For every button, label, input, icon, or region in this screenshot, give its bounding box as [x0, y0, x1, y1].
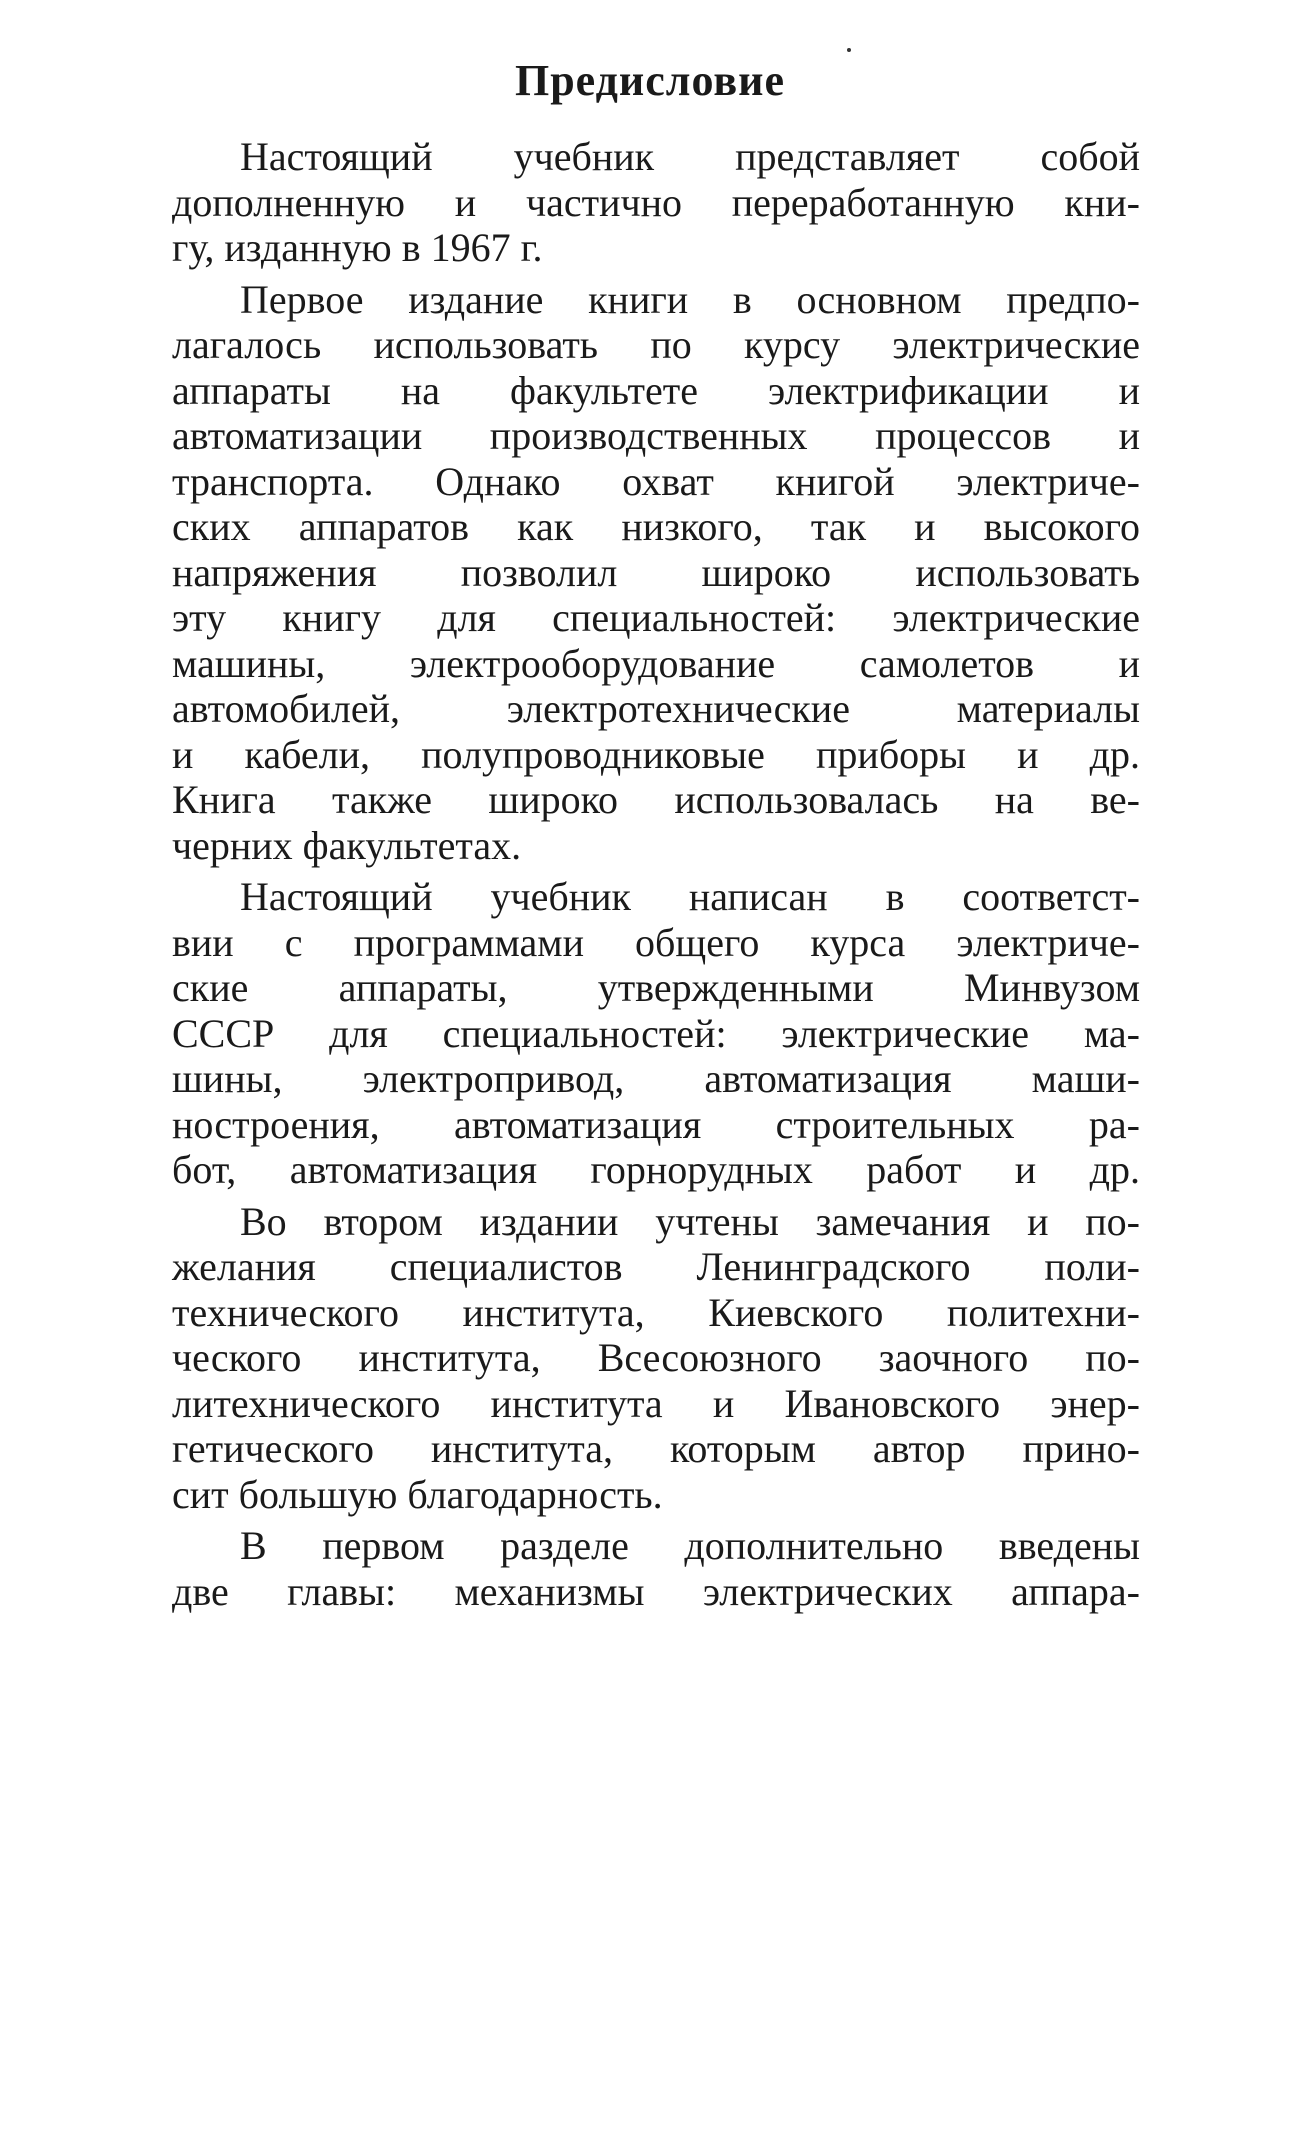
text-line: Настоящий учебник представляет собой	[240, 134, 1140, 179]
paragraph-5	[172, 1523, 1140, 1614]
page-title: Предисловие	[514, 56, 785, 106]
text-line: дополненную и частично переработанную кни-	[172, 179, 1140, 225]
text-line: Книга также широко использовалась на ве-	[172, 777, 1140, 822]
text-line: Во втором издании учтены замечания и по-	[240, 1198, 1140, 1244]
text-line: гетического института, которым автор прино-	[172, 1426, 1140, 1471]
text-line: технического института, Киевского политехни-	[172, 1289, 1140, 1335]
text-line: ческого института, Всесоюзного заочного по-	[172, 1335, 1140, 1380]
preface-body	[172, 134, 1140, 1614]
text-line: автомобилей, электротехнические материалы	[172, 686, 1140, 731]
paragraph-2	[172, 277, 1140, 869]
text-line: ские аппараты, утвержденными Минвузом	[172, 965, 1140, 1010]
text-line: желания специалистов Ленинградского поли-	[172, 1244, 1140, 1289]
text-line: В первом разделе дополнительно введены	[240, 1523, 1140, 1568]
text-line: ностроения, автоматизация строительных ра-	[172, 1101, 1140, 1147]
text-line: бот, автоматизация горнорудных работ и др.	[172, 1147, 1140, 1192]
text-line: транспорта. Однако охват книгой электриче-	[172, 458, 1140, 504]
text-line: шины, электропривод, автоматизация маши-	[172, 1056, 1140, 1101]
text-line: сит большую благодарность.	[172, 1471, 663, 1517]
text-line: и кабели, полупроводниковые приборы и др.	[172, 731, 1140, 777]
text-line: аппараты на факультете электрификации и	[172, 367, 1140, 413]
text-line: две главы: механизмы электрических аппара-	[172, 1568, 1140, 1614]
text-line: литехнического института и Ивановского энер-	[172, 1380, 1140, 1426]
print-speck	[847, 48, 851, 52]
text-line: машины, электрооборудование самолетов и	[172, 640, 1140, 686]
text-line: СССР для специальностей: электрические ма-	[172, 1010, 1140, 1056]
text-line: Настоящий учебник написан в соответст-	[240, 874, 1140, 919]
text-line: черних факультетах.	[172, 822, 522, 868]
paragraph-3	[172, 874, 1140, 1193]
text-line: автоматизации производственных процессов и	[172, 413, 1140, 458]
text-line: гу, изданную в 1967 г.	[172, 225, 543, 270]
text-line: ских аппаратов как низкого, так и высокого	[172, 504, 1140, 549]
text-line: Первое издание книги в основном предпо-	[240, 276, 1140, 322]
paragraph-4	[172, 1199, 1140, 1518]
text-line: лагалось использовать по курсу электрические	[172, 322, 1140, 367]
text-line: эту книгу для специальностей: электрические	[172, 595, 1140, 640]
text-line: напряжения позволил широко использовать	[172, 549, 1140, 595]
text-line: вии с программами общего курса электриче-	[172, 919, 1140, 965]
paragraph-1	[172, 134, 1140, 271]
